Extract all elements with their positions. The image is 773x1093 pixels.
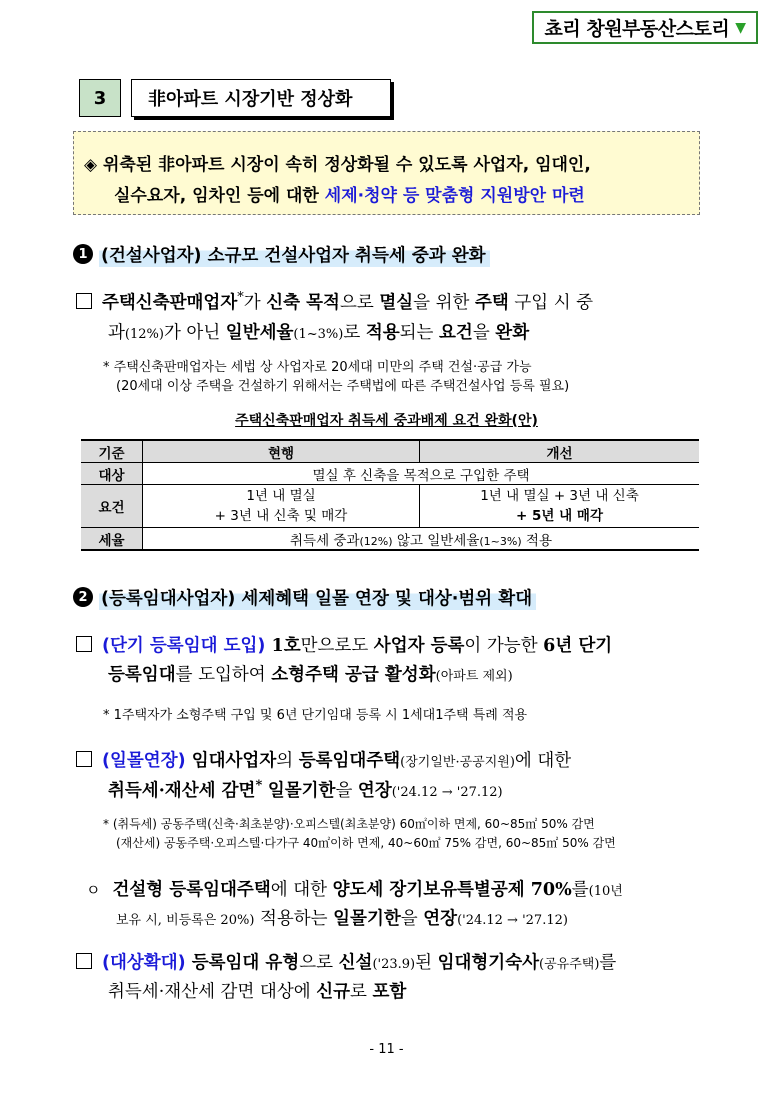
t: * <box>237 290 244 306</box>
t: 을 위한 <box>413 293 475 313</box>
row-label: 세율 <box>81 528 143 551</box>
checkbox-square-icon <box>76 293 92 309</box>
row-label: 요건 <box>81 485 143 528</box>
summary-line-2 <box>114 181 585 206</box>
item-1-note-2: (20세대 이상 주택을 건설하기 위해서는 주택법에 따른 주택건설사업 등록 필요) <box>116 379 570 394</box>
t: 주택 <box>474 293 509 313</box>
t: 등록임대 <box>108 665 176 685</box>
t: 양도세 장기보유특별공제 70% <box>332 880 572 900</box>
item-4-line-2 <box>116 905 568 930</box>
table-header-cell: 현행 <box>143 440 420 463</box>
t: 6년 단기 <box>543 636 613 656</box>
t: 건설형 등록임대주택 <box>112 880 271 900</box>
table-cell <box>143 485 420 528</box>
item-2-line-2 <box>108 661 513 686</box>
summary-line-1 <box>84 150 591 175</box>
t: (10년 <box>588 884 623 899</box>
circled-number-icon: 1 <box>73 244 93 264</box>
t: 가 <box>243 293 267 313</box>
subsection-1-heading <box>73 239 490 269</box>
t: 임대사업자 <box>185 751 277 771</box>
t: 취득세·재산세 감면 <box>108 781 256 801</box>
summary-text-1: 위축된 非아파트 시장이 속히 정상화될 수 있도록 사업자, 임대인, <box>103 155 591 175</box>
t: 신규 <box>316 982 351 1002</box>
t: 적용 <box>365 323 400 343</box>
cell-line: + 3년 내 신축 및 매각 <box>214 508 348 524</box>
triangle-down-icon: ▼ <box>735 19 746 36</box>
checkbox-square-icon <box>76 636 92 652</box>
t: (12%) <box>359 534 393 548</box>
t: 신축 목적 <box>266 293 340 313</box>
t: (1~3%) <box>293 327 344 342</box>
table-header-cell: 기준 <box>81 440 143 463</box>
t: 1호 <box>265 636 301 656</box>
table-header-cell: 개선 <box>420 440 700 463</box>
item-2-note: * 1주택자가 소형주택 구입 및 6년 단기임대 등록 시 1세대1주택 특례 적용 <box>103 708 528 723</box>
cell-line: 1년 내 멸실 + 3년 내 신축 <box>480 488 639 504</box>
summary-text-2: 실수요자, 임차인 등에 대한 <box>114 186 325 206</box>
t: 를 <box>571 880 589 900</box>
t: 으로 <box>339 293 380 313</box>
t: 연장 <box>357 781 392 801</box>
section-number: 3 <box>79 79 121 117</box>
t: 소형주택 공급 활성화 <box>271 665 436 685</box>
t: ('23.9) <box>372 957 416 972</box>
t: 완화 <box>495 323 530 343</box>
table-cell: 멸실 후 신축을 목적으로 구입한 주택 <box>143 463 700 485</box>
table-row <box>81 463 699 485</box>
t: 사업자 등록 <box>373 636 465 656</box>
t: 가 아닌 <box>163 323 226 343</box>
t: 로 <box>350 982 373 1002</box>
item-5-line-1 <box>76 949 616 974</box>
t: 임대형기숙사 <box>437 953 540 973</box>
item-3-line-1 <box>76 747 571 772</box>
t: 신설 <box>338 953 373 973</box>
t: 으로 <box>299 953 339 973</box>
t: 일몰기한 <box>267 781 336 801</box>
t: 요건 <box>439 323 473 343</box>
row-label: 대상 <box>81 463 143 485</box>
t: 과 <box>108 323 125 343</box>
t: 을 <box>335 781 358 801</box>
t: 멸실 <box>379 293 414 313</box>
t: ('24.12 → '27.12) <box>457 913 568 928</box>
t: 되는 <box>399 323 440 343</box>
t: 구입 시 중 <box>508 293 594 313</box>
checkbox-square-icon <box>76 953 92 969</box>
t: (장기일반·공공지원) <box>400 755 515 770</box>
section-title: 非아파트 시장기반 정상화 <box>131 79 391 117</box>
item-4-line-1 <box>86 876 623 901</box>
subsection-2-heading <box>73 582 536 612</box>
t: ('24.12 → '27.12) <box>391 785 503 800</box>
t: 적용하는 <box>254 909 334 929</box>
item-3-note-1: * (취득세) 공동주택(신축·최초분양)·오피스텔(최초분양) 60㎡이하 면제, 60~85㎡ 50% 감면 <box>103 817 595 831</box>
t: 를 도입하여 <box>175 665 272 685</box>
subsection-2-title: (등록임대사업자) 세제혜택 일몰 연장 및 대상·범위 확대 <box>99 585 536 610</box>
circle-bullet-icon: ㅇ <box>86 881 101 899</box>
item-1-line-2 <box>108 319 529 344</box>
t: 취득세·재산세 감면 대상에 <box>108 982 317 1002</box>
item-1-line-1 <box>76 289 593 314</box>
t: 만으로도 <box>300 636 374 656</box>
t: 로 <box>343 323 366 343</box>
item-5-line-2 <box>108 978 406 1003</box>
t: 않고 일반세율 <box>392 532 480 549</box>
item-1-note-1: * 주택신축판매업자는 세법 상 사업자로 20세대 미만의 주택 건설·공급 가능 <box>103 360 532 375</box>
t: 에 대한 <box>514 751 572 771</box>
t: 의 <box>276 751 299 771</box>
t: * <box>255 778 263 794</box>
t: 취득세 중과 <box>289 532 360 549</box>
table-cell <box>420 485 700 528</box>
t: (대상확대) <box>102 953 186 973</box>
t: 을 <box>400 909 424 929</box>
t: 주택신축판매업자 <box>102 293 238 313</box>
t: 을 <box>472 323 496 343</box>
t: 등록임대주택 <box>298 751 401 771</box>
t: 를 <box>599 953 617 973</box>
table-row <box>81 485 699 528</box>
t: 연장 <box>423 909 458 929</box>
cell-line: + 5년 내 매각 <box>516 508 603 524</box>
requirements-table <box>81 439 699 551</box>
table-row <box>81 528 699 551</box>
summary-highlight: 세제·청약 등 맞춤형 지원방안 마련 <box>324 186 585 206</box>
table-caption <box>0 410 773 430</box>
t: 일몰기한 <box>333 909 401 929</box>
item-3-note-2: (재산세) 공동주택·오피스텔·다가구 40㎡이하 면제, 40~60㎡ 75% 감면, 60~85㎡ 50% 감면 <box>116 836 616 850</box>
t: 에 대한 <box>270 880 333 900</box>
t: 된 <box>415 953 438 973</box>
t: (12%) <box>124 327 164 342</box>
t: 보유 시, 비등록은 20%) <box>116 913 255 928</box>
table-cell <box>143 528 700 551</box>
page-number: - 11 - <box>369 1042 404 1057</box>
brand-name: 쵸리 창원부동산스토리 <box>544 18 730 40</box>
t: 일반세율 <box>225 323 294 343</box>
table-caption-text: 주택신축판매업자 취득세 중과배제 요건 완화(안) <box>235 413 538 429</box>
item-3-line-2 <box>108 777 503 802</box>
t: (1~3%) <box>479 534 522 548</box>
t: (아파트 제외) <box>435 669 513 684</box>
t: 포함 <box>372 982 407 1002</box>
t: 적용 <box>521 532 552 549</box>
t: (공유주택) <box>539 957 600 972</box>
summary-box <box>73 131 700 215</box>
t: 이 가능한 <box>464 636 544 656</box>
diamond-bullet-icon: ◈ <box>84 155 98 175</box>
table-header-row <box>81 440 699 463</box>
item-2-line-1 <box>76 632 612 657</box>
t: (단기 등록임대 도입) <box>102 636 266 656</box>
cell-line: 1년 내 멸실 <box>246 488 316 504</box>
t: (일몰연장) <box>102 751 186 771</box>
t: 등록임대 유형 <box>185 953 300 973</box>
circled-number-icon: 2 <box>73 587 93 607</box>
checkbox-square-icon <box>76 751 92 767</box>
brand-badge <box>532 11 758 44</box>
subsection-1-title: (건설사업자) 소규모 건설사업자 취득세 중과 완화 <box>99 242 490 267</box>
